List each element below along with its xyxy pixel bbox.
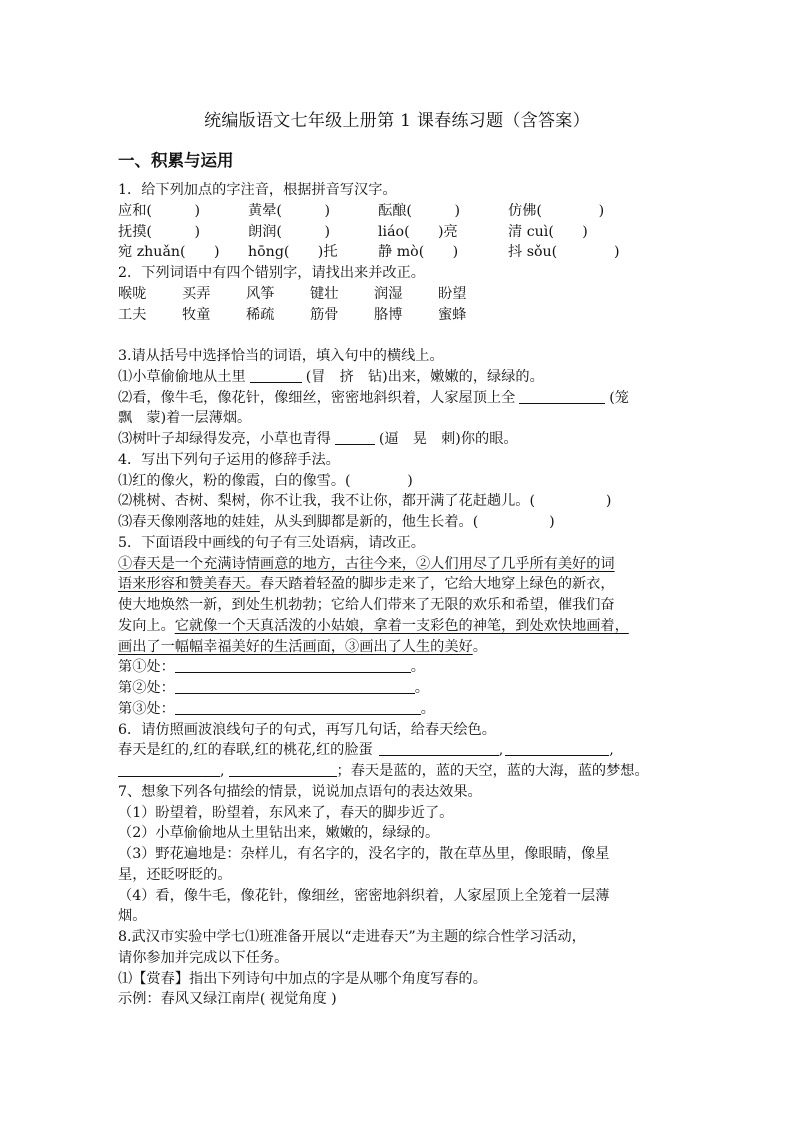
q5-answer-row	[118, 699, 683, 720]
q5-answer-row	[118, 657, 683, 678]
q3-text: ⑴小草偷偷地从土里	[118, 368, 246, 385]
q5-text: 发向上。	[118, 617, 175, 634]
q2-word: 牧童	[182, 306, 211, 323]
q7-prompt: 7、想象下列各句描绘的情景，说说加点语句的表达效果。	[118, 783, 482, 800]
q6-text: ,	[609, 742, 614, 759]
q7-sentence: （3）野花遍地是：杂样儿，有名字的，没名字的，散在草丛里，像眼睛，像星	[118, 846, 610, 862]
q7-sentence: （1）盼望着，盼望着，东风来了，春天的脚步近了。	[118, 804, 454, 821]
q1-item: 仿佛( )	[508, 202, 605, 219]
section-heading: 一、积累与运用	[118, 151, 234, 170]
q5-answer-label: 第①处：	[118, 659, 175, 676]
q2-word: 筋骨	[310, 306, 339, 323]
q7-sentence-cont: 烟。	[118, 908, 147, 925]
q1-prompt: 1．给下列加点的字注音，根据拼音写汉字。	[118, 182, 397, 198]
q2-word: 风筝	[246, 285, 275, 302]
q2-word: 盼望	[438, 285, 467, 302]
answer-blank[interactable]	[175, 700, 421, 715]
q2-word: 键壮	[310, 285, 339, 302]
q8-prompt-cont: 请你参加并完成以下任务。	[118, 949, 289, 966]
q5-line	[118, 574, 683, 595]
q6-line	[118, 740, 683, 761]
q3-text: ⑶树叶子却绿得发亮，小草也青得	[118, 431, 331, 447]
q1-row	[118, 242, 683, 263]
q3-sentence	[118, 367, 683, 388]
q2-word: 喉咙	[118, 285, 147, 302]
q2-word: 润湿	[374, 285, 403, 302]
q3-text: (逼 晃 刺)你的眼。	[378, 431, 518, 447]
q5-line	[118, 616, 683, 637]
q5-text: 。	[410, 659, 425, 676]
q2-word: 工夫	[118, 306, 147, 323]
q1-row	[118, 201, 683, 222]
q6-prompt: 6．请仿照画波浪线句子的句式，再写几句话，给春天绘色。	[118, 721, 496, 738]
q5-line	[118, 637, 683, 658]
q3-sentence-cont: 飘 蒙)着一层薄烟。	[118, 410, 252, 427]
q5-underlined-text: 它就像一个天真活泼的小姑娘，拿着一支彩色的神笔，到处欢快地画着，	[174, 617, 629, 634]
q1-item: 清 cuì( )	[508, 223, 588, 240]
q2-word: 蜜蜂	[438, 306, 467, 323]
q1-item: 宛 zhuǎn( )	[118, 244, 220, 261]
q4-sentence: ⑴红的像火，粉的像霞，白的像雪。( )	[118, 472, 413, 489]
q6-text: ,	[220, 763, 225, 779]
q3-prompt: 3.请从括号中选择恰当的词语，填入句中的横线上。	[118, 348, 444, 364]
answer-blank[interactable]	[519, 389, 605, 404]
q6-line	[118, 761, 683, 782]
q6-text: ,	[498, 742, 504, 759]
q8-task: ⑴【赏春】指出下列诗句中加点的字是从哪个角度写春的。	[118, 970, 487, 987]
q1-item: 朗润( )	[248, 223, 331, 240]
q2-prompt: 2．下列词语中有四个错别字，请找出来并改正。	[118, 265, 425, 281]
answer-blank[interactable]	[379, 741, 499, 756]
q5-text: 。	[472, 638, 487, 655]
q2-word: 稀疏	[246, 306, 275, 323]
q3-sentence	[118, 388, 683, 409]
answer-blank[interactable]	[229, 762, 337, 777]
q5-line: 使大地焕然一新，到处生机勃勃；它给人们带来了无限的欢乐和希望，催我们奋	[118, 597, 615, 613]
spacer	[118, 325, 683, 346]
q2-word: 买弄	[182, 285, 211, 302]
q4-sentence: ⑵桃树、杏树、梨树，你不让我，我不让你，都开满了花赶趟儿。( )	[118, 493, 612, 510]
q3-text: (笼	[609, 389, 629, 406]
q2-word-row	[118, 284, 683, 305]
q1-item: 应和( )	[118, 202, 201, 219]
q5-prompt: 5．下面语段中画线的句子有三处语病，请改正。	[118, 534, 425, 551]
q1-item: 酝酿( )	[378, 202, 461, 219]
q8-example: 示例：春风又绿江南岸( 视觉角度 )	[118, 991, 337, 1008]
q8-prompt: 8.武汉市实验中学七⑴班准备开展以“走进春天”为主题的综合性学习活动，	[118, 929, 586, 945]
worksheet-body	[118, 180, 683, 1010]
answer-blank[interactable]	[175, 658, 411, 673]
q5-text: 。	[414, 680, 429, 696]
q6-text: ；春天是蓝的，蓝的天空，蓝的大海，蓝的梦想。	[336, 763, 649, 779]
q5-text: 。	[420, 700, 435, 717]
q5-answer-label: 第②处：	[118, 680, 175, 696]
q1-item: hōng( )托	[248, 244, 338, 261]
answer-blank[interactable]	[118, 762, 220, 777]
page-title: 统编版语文七年级上册第 1 课春练习题（含答案）	[204, 111, 590, 131]
q5-underlined-text: 画出了一幅幅幸福美好的生活画面，③画出了人生的美好	[118, 638, 473, 655]
q1-item: 黄晕( )	[248, 202, 331, 219]
q1-item: 静 mò( )	[378, 244, 459, 261]
q5-answer-row	[118, 678, 683, 699]
q3-sentence	[118, 429, 683, 450]
q5-answer-label: 第③处：	[118, 700, 175, 717]
q1-item: 抖 sǒu( )	[508, 244, 620, 261]
q5-underlined-line: ①春天是一个充满诗情画意的地方，古往今来，②人们用尽了几乎所有美好的词	[118, 555, 615, 572]
q1-item: 抚摸( )	[118, 223, 201, 240]
q1-item: liáo( )亮	[378, 223, 458, 240]
q7-sentence-cont: 星，还眨呀眨的。	[118, 866, 232, 883]
q3-text: ⑵看，像牛毛，像花针，像细丝，密密地斜织着，人家屋顶上全	[118, 389, 516, 406]
q5-underlined-text: 语来形容和赞美春天。	[118, 576, 260, 593]
answer-blank[interactable]	[175, 679, 415, 694]
q1-row	[118, 222, 683, 243]
answer-blank[interactable]	[505, 741, 609, 756]
q6-text: 春天是红的,红的春联,红的桃花,红的脸蛋	[118, 742, 373, 759]
q4-sentence: ⑶春天像刚落地的娃娃，从头到脚都是新的，他生长着。( )	[118, 514, 555, 530]
q5-text: 春天踏着轻盈的脚步走来了，它给大地穿上绿色的新衣，	[259, 576, 615, 593]
answer-blank[interactable]	[250, 368, 302, 383]
q7-sentence: （4）看，像牛毛，像花针，像细丝，密密地斜织着，人家屋顶上全笼着一层薄	[118, 887, 610, 904]
q3-text: (冒 挤 钻)出来，嫩嫩的，绿绿的。	[305, 368, 544, 385]
q4-prompt: 4．写出下列句子运用的修辞手法。	[118, 451, 340, 468]
q2-word: 胳博	[374, 306, 403, 323]
answer-blank[interactable]	[335, 430, 375, 445]
q7-sentence: （2）小草偷偷地从土里钻出来，嫩嫩的，绿绿的。	[118, 825, 440, 842]
q2-word-row	[118, 305, 683, 326]
